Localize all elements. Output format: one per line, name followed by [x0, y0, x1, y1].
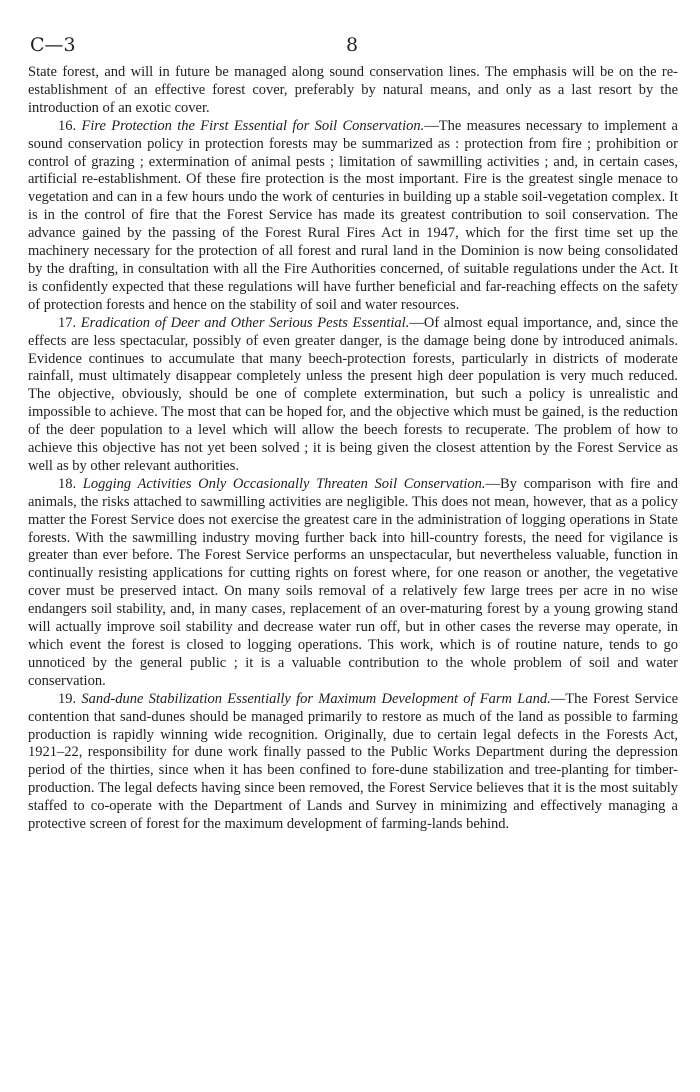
section-number: 19. [58, 690, 77, 707]
section-heading: Sand-dune Stabilization Essentially for Maximum Development of Farm Land. [81, 690, 551, 707]
section-number: 18. [58, 475, 77, 492]
section-16 [28, 118, 678, 315]
report-code: C—3 [30, 34, 76, 56]
section-heading: Eradication of Deer and Other Serious Pests Essential. [80, 314, 410, 331]
section-number: 17. [58, 314, 77, 331]
paragraph-text: —Of almost equal importance, and, since the effects are less spectacular, possibly of even greater danger, is the damage being done by introduced animals. Evidence continues to accumulate that many beech-protection forests, particularly in districts of moderate rainfall, must ultimately disappear completely unless the present high deer population is very much reduced. The objective, obviously, should be one of complete extermination, but such a policy is unrealistic and impossible to achieve. The most that can be hoped for, and the objective which must be gained, is the reduction of the deer population to a level which will allow the beech forests to recuperate. The problem of how to achieve this objective has not yet been solved ; it is being given the closest attention by the Forest Service as well as by other relevant authorities. [28, 314, 679, 474]
section-number: 16. [58, 117, 77, 134]
section-19 [28, 691, 678, 834]
document-body [28, 64, 678, 834]
paragraph-text: —The measures necessary to implement a sound conservation policy in protection forests may be summarized as : protection from fire ; prohibition or control of grazing ; extermination of animal pests ; limitation of sawmilling activities ; and, in certain cases, artificial re-establishment. Of these fire protection is the most important. Fire is the greatest single menace to vegetation and can in a few hours undo the work of centuries in building up a stable soil-vegetation complex. It is in the control of fire that the Forest Service has made its greatest contribution to soil conservation. The advance gained by the passing of the Forest Rural Fires Act in 1947, which for the first time set up the machinery necessary for the protection of all forest and rural land in the Dominion is now being consolidated by the drafting, in consultation with all the Fire Authorities concerned, of suitable regulations under the Act. It is confidently expected that these regulations will have further beneficial and far-reaching effects on the safety of protection forests and hence on the stability of soil and water resources. [28, 117, 678, 313]
section-18 [28, 476, 678, 691]
page-number: 8 [346, 34, 359, 56]
section-heading: Fire Protection the First Essential for Soil Conservation. [81, 117, 425, 134]
paragraph-continuation [28, 64, 678, 118]
section-heading: Logging Activities Only Occasionally Threaten Soil Conservation. [82, 475, 486, 492]
section-17 [28, 315, 678, 476]
paragraph-text: State forest, and will in future be managed along sound conservation lines. The emphasis will be on the re-establishment of an effective forest cover, preferably by natural means, and only as a last resort by the introduction of an exotic cover. [28, 64, 678, 116]
paragraph-text: —By comparison with fire and animals, the risks attached to sawmilling activities are negligible. This does not mean, however, that as a policy matter the Forest Service does not exercise the greatest care in the administration of logging operations in State forests. With the sawmilling industry moving further back into hill-country forests, the need for vigilance is greater than ever before. The Forest Service performs an unspectacular, but nevertheless valuable, function in continually resisting applications for cutting rights on forest where, for one reason or another, the vegetative cover must be preserved intact. On many soils removal of a relatively few large trees per acre in no wise endangers soil stability, and, in many cases, replacement of an over-maturing forest by a young growing stand will actually improve soil stability and decrease water run off, but in other cases the reverse may operate, in which event the forest is closed to logging operations. This work, which is of routine nature, tends to go unnoticed by the general public ; it is a valuable contribution to the whole problem of soil and water conservation. [28, 475, 678, 689]
page-header [28, 30, 678, 64]
paragraph-text: —The Forest Service contention that sand-dunes should be managed primarily to restore as much of the land as possible to farming production is rapidly winning wide recognition. Originally, due to certain legal defects in the Forests Act, 1921–22, responsibility for dune work finally passed to the Public Works Department during the depression period of the thirties, since when it has been confined to fore-dune stabilization and tree-planting for timber-production. The legal defects having since been removed, the Forest Service believes that it is the most suitably staffed to co-operate with the Department of Lands and Survey in minimizing and effectively managing a protective screen of forest for the maximum development of farming-lands behind. [28, 690, 679, 833]
